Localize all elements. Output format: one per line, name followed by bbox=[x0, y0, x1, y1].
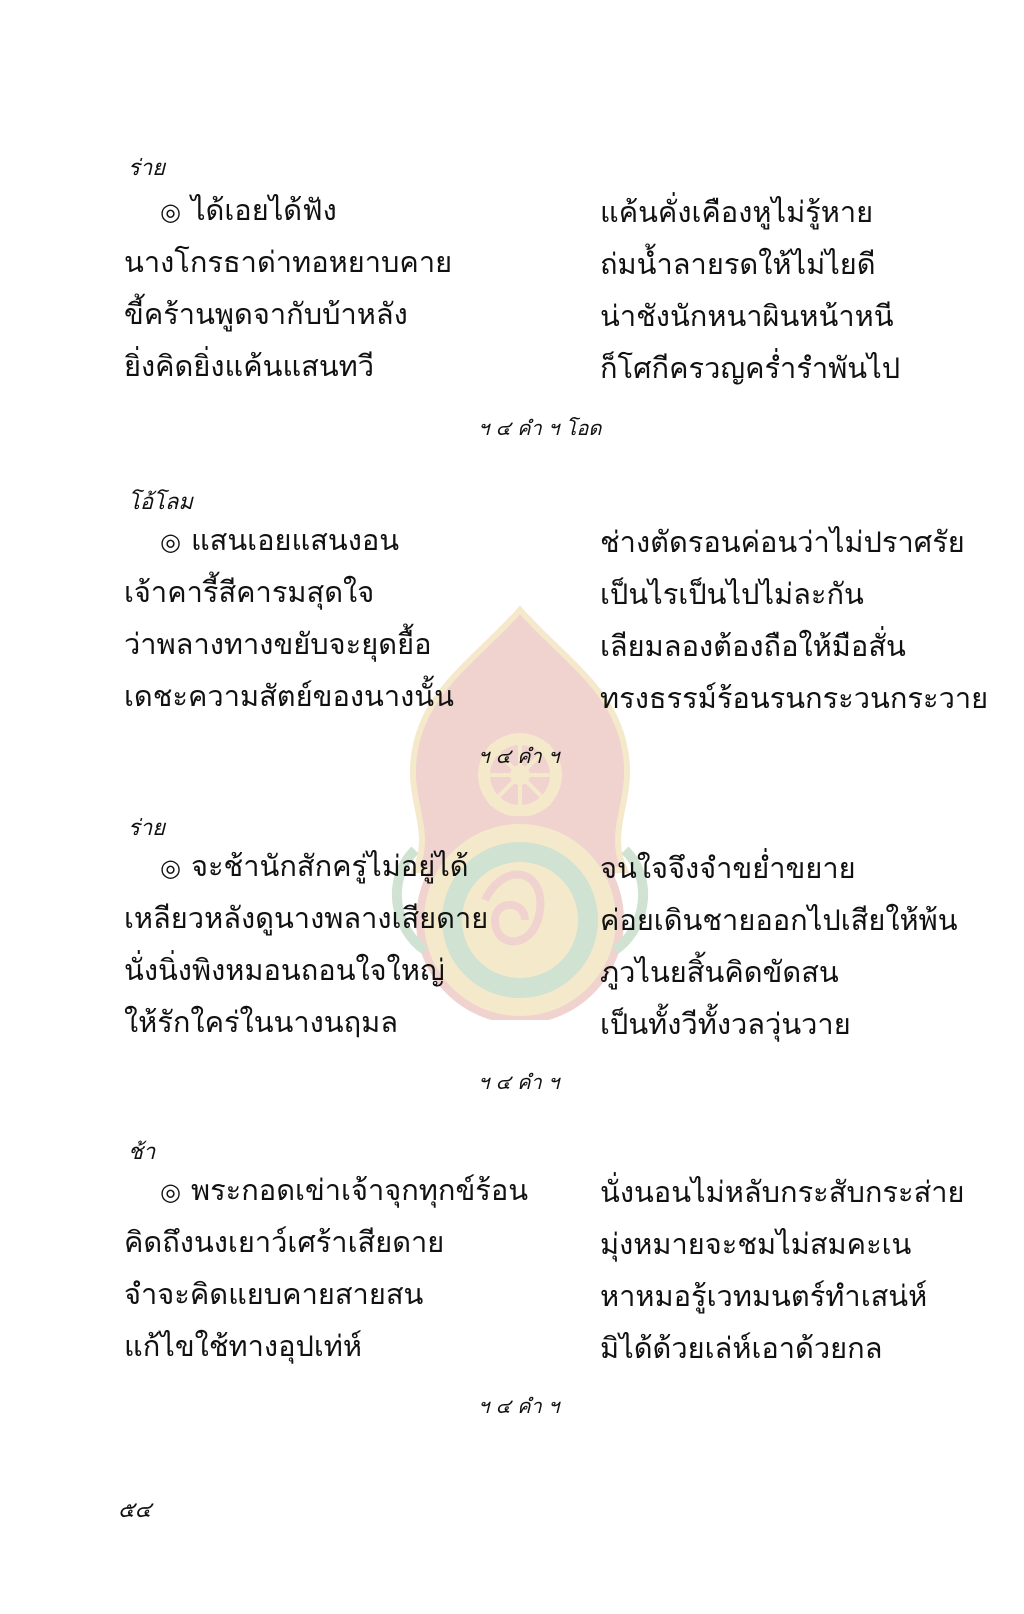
verse-right-text: แค้นคั่งเคืองหูไม่รู้หาย bbox=[600, 195, 874, 229]
verse-right-text: ถ่มน้ำลายรดให้ไม่ไยดี bbox=[600, 247, 876, 281]
verse-left-text: ขี้คร้านพูดจากับบ้าหลัง bbox=[124, 297, 408, 331]
verse-right-text: ค่อยเดินชายออกไปเสียให้พ้น bbox=[600, 903, 958, 937]
stanza-footer: ฯ ๔ คำ ฯ bbox=[478, 1070, 560, 1094]
section-label: ร่าย bbox=[128, 156, 166, 181]
verse-left-text: ให้รักใคร่ในนางนฤมล bbox=[124, 1005, 399, 1039]
verse-left-text: นางโกรธาด่าทอหยาบคาย bbox=[124, 245, 453, 279]
verse-right-text: มิได้ด้วยเล่ห์เอาด้วยกล bbox=[600, 1331, 883, 1365]
section-label: ร่าย bbox=[128, 816, 166, 841]
verse-left-text: เหลียวหลังดูนางพลางเสียดาย bbox=[124, 901, 489, 935]
stanza-footer: ฯ ๔ คำ ฯ โอด bbox=[478, 416, 602, 440]
verse-right-text: มุ่งหมายจะชมไม่สมคะเน bbox=[600, 1227, 912, 1261]
stanza-footer: ฯ ๔ คำ ฯ bbox=[478, 744, 560, 768]
page-number: ๕๔ bbox=[118, 1498, 152, 1523]
bullseye-icon: ◎ bbox=[160, 198, 181, 226]
verse-left-text: จะช้านักสักครู่ไม่อยู่ได้ bbox=[190, 849, 469, 883]
verse-left-text: ได้เอยได้ฟัง bbox=[190, 193, 337, 227]
stanza-footer: ฯ ๔ คำ ฯ bbox=[478, 1394, 560, 1418]
verse-right-text: เลียมลองต้องถือให้มือสั่น bbox=[600, 629, 906, 663]
section-label: โอ้โลม bbox=[128, 490, 193, 515]
verse-left-text: เดชะความสัตย์ของนางนั้น bbox=[124, 679, 454, 713]
verse-left-text: นั่งนิ่งพิงหมอนถอนใจใหญ่ bbox=[124, 953, 445, 987]
verse-left-text: จำจะคิดแยบคายสายสน bbox=[124, 1277, 424, 1311]
bullseye-icon: ◎ bbox=[160, 854, 181, 882]
verse-line bbox=[160, 192, 337, 230]
verse-right-text: หาหมอรู้เวทมนตร์ทำเสน่ห์ bbox=[600, 1279, 928, 1313]
verse-line bbox=[160, 1172, 528, 1210]
verse-right-text: ช่างตัดรอนค่อนว่าไม่ปราศรัย bbox=[600, 525, 965, 559]
verse-left-text: แก้ไขใช้ทางอุปเท่ห์ bbox=[124, 1329, 363, 1363]
verse-right-text: ทรงธรรม์ร้อนรนกระวนกระวาย bbox=[600, 681, 989, 715]
verse-left-text: พระกอดเข่าเจ้าจุกทุกข์ร้อน bbox=[190, 1173, 529, 1207]
verse-left-text: แสนเอยแสนงอน bbox=[190, 523, 400, 557]
verse-right-text: นั่งนอนไม่หลับกระสับกระส่าย bbox=[600, 1175, 965, 1209]
verse-line bbox=[160, 848, 469, 886]
verse-right-text: ก็โศกีครวญคร่ำรำพันไป bbox=[600, 351, 901, 385]
verse-right-text: น่าชังนักหนาผินหน้าหนี bbox=[600, 299, 894, 333]
verse-right-text: จนใจจึงจำขย่ำขยาย bbox=[600, 851, 856, 885]
verse-right-text: เป็นไรเป็นไปไม่ละกัน bbox=[600, 577, 864, 611]
verse-line bbox=[160, 522, 399, 560]
verse-left-text: เจ้าคารี้สีคารมสุดใจ bbox=[124, 575, 375, 609]
verse-left-text: ว่าพลางทางขยับจะยุดยื้อ bbox=[124, 627, 432, 661]
verse-left-text: คิดถึงนงเยาว์เศร้าเสียดาย bbox=[124, 1225, 445, 1259]
bullseye-icon: ◎ bbox=[160, 528, 181, 556]
bullseye-icon: ◎ bbox=[160, 1178, 181, 1206]
verse-left-text: ยิ่งคิดยิ่งแค้นแสนทวี bbox=[124, 349, 375, 383]
verse-right-text: ภูวไนยสิ้นคิดขัดสน bbox=[600, 955, 839, 989]
verse-right-text: เป็นทั้งวีทั้งวลวุ่นวาย bbox=[600, 1007, 851, 1041]
section-label: ช้า bbox=[128, 1140, 156, 1165]
